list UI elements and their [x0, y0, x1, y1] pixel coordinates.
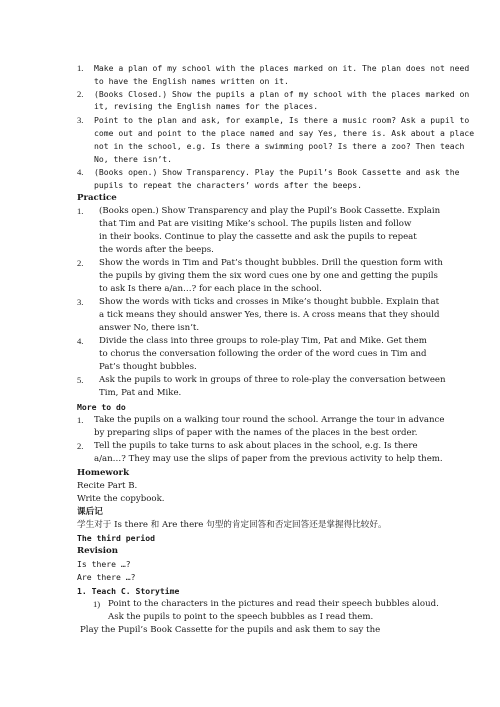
item-number: 2. — [77, 258, 84, 268]
section-heading-postclass: 课后记 — [77, 507, 103, 517]
section-heading-homework: Homework — [77, 468, 130, 478]
text-line: Point to the characters in the pictures and read their speech bubbles aloud. — [108, 599, 439, 609]
item-number: 4. — [77, 167, 84, 177]
closing-line: Play the Pupil’s Book Cassette for the pupils and ask them to say the — [80, 625, 381, 635]
section-heading-practice: Practice — [77, 193, 117, 203]
text-line: the pupils by giving them the six word cues one by one and getting the pupils — [99, 271, 438, 281]
text-line: the words after the beeps. — [99, 245, 214, 255]
postclass-note: 学生对于 Is there 和 Are there 句型的肯定回答和否定回答还是掌握得比较好。 — [77, 520, 387, 530]
text-line: to chorus the conversation following the order of the word cues in Tim and — [99, 349, 427, 359]
text-line: a/an…? They may use the slips of paper from the previous activity to help them. — [94, 454, 443, 464]
text-line: Tell the pupils to take turns to ask about places in the school, e.g. Is there — [94, 441, 418, 451]
text-line: come out and point to the place named and say Yes, there is. Ask about a place — [94, 128, 475, 138]
text-line: answer No, there isn’t. — [99, 323, 200, 333]
text-line: Show the words with ticks and crosses in Mike’s thought bubble. Explain that — [99, 297, 440, 307]
text-line: (Books open.) Show Transparency and play the Pupil’s Book Cassette. Explain — [99, 206, 441, 216]
text-line: it, revising the English names for the places. — [94, 101, 319, 111]
text-line: that Tim and Pat are visiting Mike’s school. The pupils listen and follow — [99, 219, 412, 229]
homework-line: Recite Part B. — [77, 481, 138, 491]
section-heading-third-period: The third period — [77, 533, 155, 543]
text-line: No, there isn’t. — [94, 154, 172, 164]
text-line: Ask the pupils to work in groups of three to role-play the conversation between — [99, 375, 446, 385]
text-line: a tick means they should answer Yes, there is. A cross means that they should — [99, 310, 440, 320]
text-line: Make a plan of my school with the places marked on it. The plan does not need — [94, 63, 470, 73]
revision-line: Is there …? — [77, 559, 131, 569]
item-number: 1) — [93, 599, 101, 609]
text-line: Show the words in Tim and Pat’s thought bubbles. Drill the question form with — [99, 258, 443, 268]
text-line: Divide the class into three groups to role-play Tim, Pat and Mike. Get them — [99, 336, 427, 346]
text-line: (Books Closed.) Show the pupils a plan of my school with the places marked on — [94, 89, 470, 99]
item-number: 1. — [77, 63, 84, 73]
homework-line: Write the copybook. — [77, 494, 165, 504]
text-line: Ask the pupils to point to the speech bubbles as I read them. — [108, 612, 374, 622]
text-line: to ask Is there a/an…? for each place in the school. — [99, 284, 322, 294]
text-line: (Books open.) Show Transparency. Play the Pupil’s Book Cassette and ask the — [94, 167, 460, 177]
text-line: Point to the plan and ask, for example, Is there a music room? Ask a pupil to — [94, 115, 470, 125]
item-number: 3. — [77, 297, 84, 307]
text-line: Pat’s thought bubbles. — [99, 362, 197, 372]
item-number: 2. — [77, 89, 84, 99]
item-number: 5. — [77, 375, 84, 385]
text-line: pupils to repeat the characters’ words after the beeps. — [94, 180, 363, 190]
text-line: Tim, Pat and Mike. — [99, 388, 182, 398]
item-number: 1. — [77, 415, 84, 425]
text-line: in their books. Continue to play the cassette and ask the pupils to repeat — [99, 232, 417, 242]
text-line: by preparing slips of paper with the names of the places in the best order. — [94, 428, 418, 438]
section-heading-more-to-do: More to do — [77, 402, 126, 412]
item-number: 4. — [77, 336, 84, 346]
item-number: 3. — [77, 115, 84, 125]
item-number: 1. — [77, 206, 84, 216]
text-line: to have the English names written on it. — [94, 76, 289, 86]
section-heading-teach-c: 1. Teach C. Storytime — [77, 586, 180, 596]
text-line: not in the school, e.g. Is there a swimming pool? Is there a zoo? Then teach — [94, 141, 465, 151]
item-number: 2. — [77, 441, 84, 451]
text-line: Take the pupils on a walking tour round the school. Arrange the tour in advance — [94, 415, 445, 425]
revision-line: Are there …? — [77, 572, 136, 582]
section-heading-revision: Revision — [77, 546, 118, 556]
